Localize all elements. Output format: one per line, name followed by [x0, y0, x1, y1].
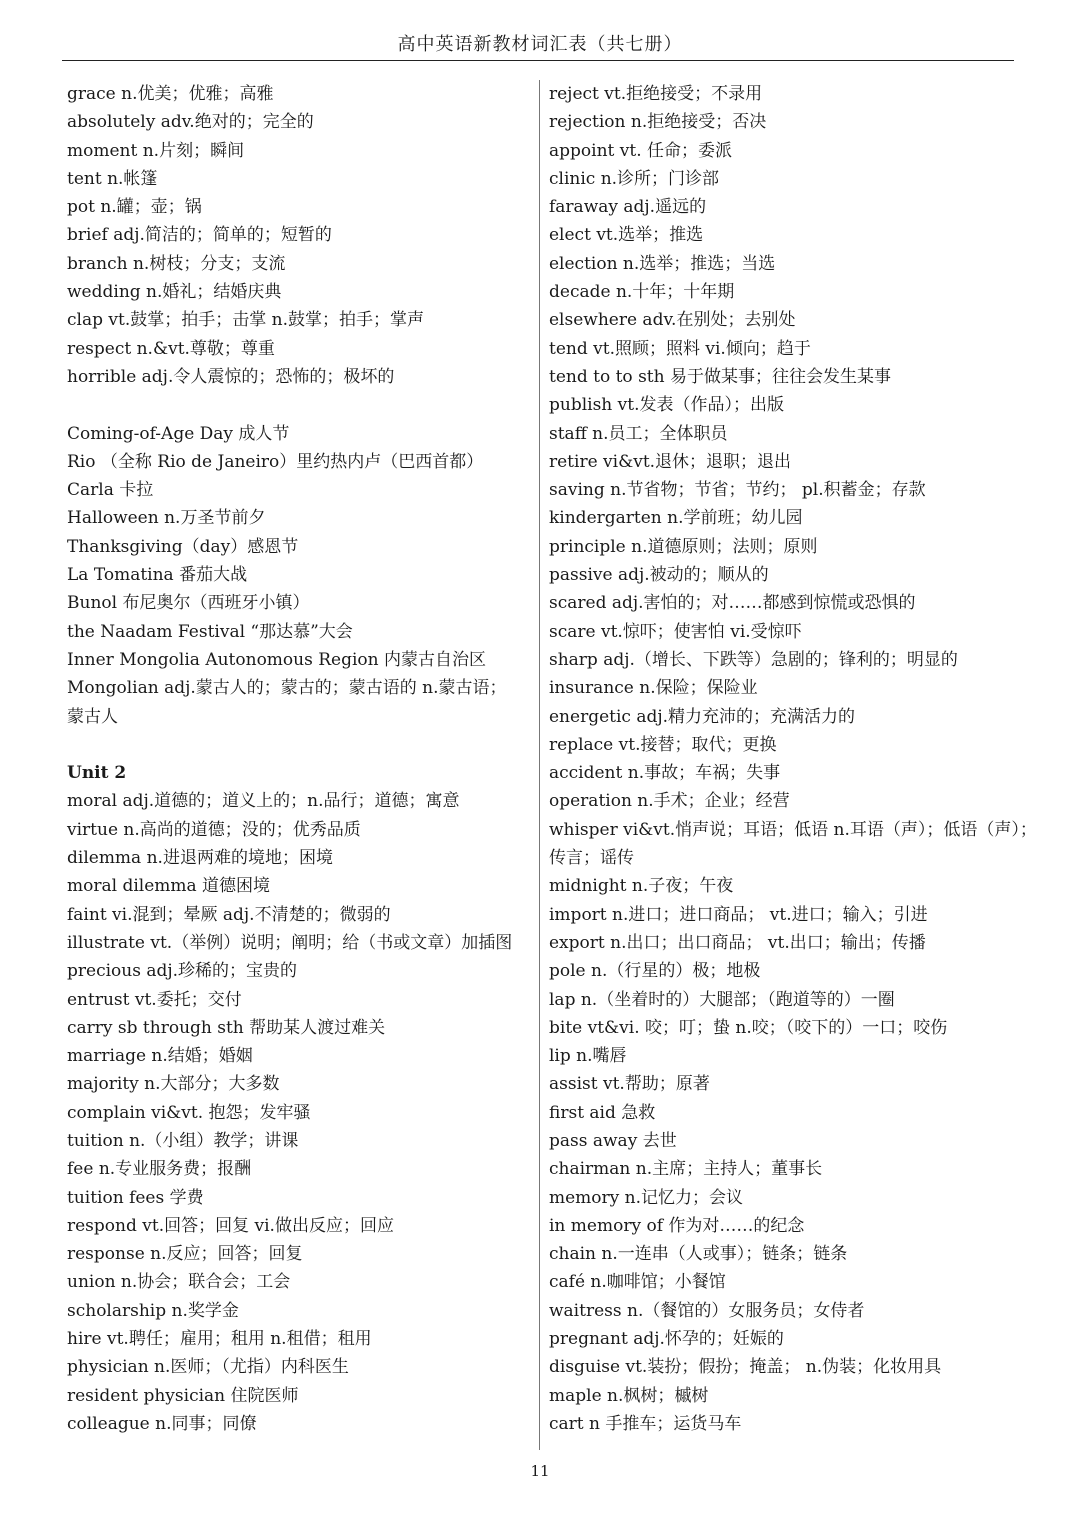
vocab-entry: 蒙古人	[67, 706, 118, 727]
vocab-entry: illustrate vt.（举例）说明；阐明；给（书或文章）加插图	[67, 932, 513, 953]
vocab-entry: Thanksgiving（day）感恩节	[67, 536, 299, 557]
page-header-title: 高中英语新教材词汇表（共七册）	[397, 34, 683, 55]
vocab-entry: cart n 手推车；运货马车	[549, 1413, 742, 1434]
vocab-entry: saving n.节省物；节省；节约； pl.积蓄金；存款	[549, 480, 926, 501]
vocab-entry: wedding n.婚礼；结婚庆典	[67, 282, 282, 303]
vocab-entry: reject vt.拒绝接受；不录用	[549, 84, 763, 104]
right-column	[549, 80, 1037, 1438]
vocab-entry: Inner Mongolia Autonomous Region 内蒙古自治区	[67, 649, 486, 670]
vocab-entry: hire vt.聘任；雇用；租用 n.租借；租用	[67, 1329, 372, 1350]
vocab-entry: physician n.医师；（尤指）内科医生	[67, 1357, 349, 1378]
vocab-entry: in memory of 作为对……的纪念	[549, 1215, 805, 1236]
vocab-entry: bite vt&vi. 咬；叮；蛰 n.咬；（咬下的）一口；咬伤	[549, 1017, 948, 1038]
vocab-entry: rejection n.拒绝接受；否决	[549, 112, 767, 133]
vocab-entry: kindergarten n.学前班；幼儿园	[549, 508, 803, 529]
vocab-entry: response n.反应；回答；回复	[67, 1244, 303, 1265]
blank-line	[67, 391, 535, 419]
vocab-entry: resident physician 住院医师	[67, 1385, 299, 1406]
vocab-entry: pot n.罐；壶；锅	[67, 197, 202, 218]
vocab-entry: clinic n.诊所；门诊部	[549, 168, 720, 189]
header-rule	[62, 60, 1014, 61]
vocab-entry: appoint vt. 任命；委派	[549, 140, 732, 161]
vocab-entry: colleague n.同事；同僚	[67, 1413, 257, 1434]
vocab-entry: scared adj.害怕的；对……都感到惊慌或恐惧的	[549, 593, 916, 614]
vocab-entry: election n.选举；推选；当选	[549, 253, 776, 274]
vocab-entry: tend vt.照顾；照料 vi.倾向；趋于	[549, 338, 811, 359]
vocab-entry: scholarship n.奖学金	[67, 1300, 239, 1321]
vocab-entry: respond vt.回答；回复 vi.做出反应；回应	[67, 1215, 394, 1236]
vocab-entry: disguise vt.装扮；假扮；掩盖； n.伪装；化妆用具	[549, 1357, 942, 1378]
vocab-entry: Halloween n.万圣节前夕	[67, 508, 266, 529]
vocab-entry: Rio （全称 Rio de Janeiro）里约热内卢（巴西首都）	[67, 451, 484, 472]
vocab-entry: Carla 卡拉	[67, 480, 154, 501]
vocab-entry: clap vt.鼓掌；拍手；击掌 n.鼓掌；拍手；掌声	[67, 310, 424, 331]
vocab-entry: operation n.手术；企业；经营	[549, 791, 790, 812]
vocab-entry: whisper vi&vt.悄声说；耳语；低语 n.耳语（声）；低语（声）；	[549, 819, 1037, 840]
vocab-entry: maple n.枫树；槭树	[549, 1385, 709, 1406]
vocab-entry: chain n.一连串（人或事）；链条；链条	[549, 1244, 848, 1265]
vocab-entry: elsewhere adv.在别处；去别处	[549, 310, 796, 331]
left-column	[67, 80, 535, 1438]
vocab-entry: publish vt.发表（作品）；出版	[549, 395, 785, 416]
unit-heading: Unit 2	[67, 763, 127, 784]
vocab-entry: majority n.大部分；大多数	[67, 1074, 280, 1095]
vocab-entry: Bunol 布尼奥尔（西班牙小镇）	[67, 593, 310, 614]
vocab-entry: grace n.优美；优雅；高雅	[67, 84, 274, 104]
vocab-entry: accident n.事故；车祸；失事	[549, 763, 781, 784]
vocab-entry: pregnant adj.怀孕的；妊娠的	[549, 1329, 784, 1350]
vocab-entry: branch n.树枝；分支；支流	[67, 253, 286, 274]
vocab-entry: La Tomatina 番茄大战	[67, 565, 248, 586]
column-divider	[539, 80, 540, 1450]
vocab-entry: lap n.（坐着时的）大腿部；（跑道等的）一圈	[549, 989, 895, 1010]
vocab-entry: energetic adj.精力充沛的；充满活力的	[549, 706, 856, 727]
vocab-entry: brief adj.简洁的；简单的；短暂的	[67, 225, 332, 246]
vocab-entry: 传言；谣传	[549, 848, 634, 869]
vocab-entry: passive adj.被动的；顺从的	[549, 565, 769, 586]
vocab-entry: tent n.帐篷	[67, 168, 158, 189]
vocab-entry: import n.进口；进口商品； vt.进口；输入；引进	[549, 904, 928, 925]
vocab-entry: faraway adj.遥远的	[549, 197, 707, 218]
vocab-entry: pass away 去世	[549, 1130, 677, 1151]
vocab-entry: principle n.道德原则；法则；原则	[549, 536, 818, 557]
vocab-entry: carry sb through sth 帮助某人渡过难关	[67, 1017, 386, 1038]
vocab-entry: the Naadam Festival “那达慕”大会	[67, 621, 353, 642]
vocab-entry: complain vi&vt. 抱怨；发牢骚	[67, 1102, 311, 1123]
vocab-entry: tuition n.（小组）教学；讲课	[67, 1130, 299, 1151]
vocab-entry: respect n.&vt.尊敬；尊重	[67, 338, 275, 359]
vocab-entry: memory n.记忆力；会议	[549, 1187, 744, 1208]
vocab-entry: Coming-of-Age Day 成人节	[67, 423, 290, 444]
vocab-entry: faint vi.混到；晕厥 adj.不清楚的；微弱的	[67, 904, 391, 925]
vocab-entry: waitress n.（餐馆的）女服务员；女侍者	[549, 1300, 865, 1321]
vocab-entry: café n.咖啡馆；小餐馆	[549, 1272, 726, 1293]
vocab-entry: replace vt.接替；取代；更换	[549, 734, 777, 755]
vocab-entry: dilemma n.进退两难的境地；困境	[67, 848, 333, 869]
vocab-entry: union n.协会；联合会；工会	[67, 1272, 291, 1293]
vocab-entry: horrible adj.令人震惊的；恐怖的；极坏的	[67, 366, 395, 387]
page-number: 11	[530, 1462, 550, 1480]
vocab-entry: tuition fees 学费	[67, 1187, 204, 1208]
vocab-entry: assist vt.帮助；原著	[549, 1074, 710, 1095]
vocab-entry: moment n.片刻；瞬间	[67, 140, 245, 161]
vocab-entry: midnight n.子夜；午夜	[549, 876, 734, 897]
vocab-entry: entrust vt.委托；交付	[67, 989, 242, 1010]
vocab-entry: precious adj.珍稀的；宝贵的	[67, 961, 298, 982]
vocab-entry: export n.出口；出口商品； vt.出口；输出；传播	[549, 932, 926, 953]
vocab-entry: first aid 急救	[549, 1102, 656, 1123]
blank-line	[67, 731, 535, 759]
vocab-entry: sharp adj.（增长、下跌等）急剧的；锋利的；明显的	[549, 649, 958, 670]
vocab-entry: decade n.十年；十年期	[549, 282, 735, 303]
vocab-entry: virtue n.高尚的道德；没的；优秀品质	[67, 819, 361, 840]
vocab-entry: absolutely adv.绝对的；完全的	[67, 112, 314, 133]
vocab-entry: moral adj.道德的；道义上的；n.品行；道德；寓意	[67, 791, 460, 812]
vocab-entry: Mongolian adj.蒙古人的；蒙古的；蒙古语的 n.蒙古语；	[67, 678, 507, 699]
vocab-entry: fee n.专业服务费；报酬	[67, 1159, 252, 1180]
vocab-entry: chairman n.主席；主持人；董事长	[549, 1159, 823, 1180]
vocab-entry: tend to to sth 易于做某事；往往会发生某事	[549, 366, 891, 387]
vocab-entry: scare vt.惊吓；使害怕 vi.受惊吓	[549, 621, 802, 642]
vocab-entry: moral dilemma 道德困境	[67, 876, 271, 897]
vocab-entry: staff n.员工；全体职员	[549, 423, 728, 444]
vocab-entry: retire vi&vt.退休；退职；退出	[549, 451, 792, 472]
vocab-entry: marriage n.结婚；婚姻	[67, 1046, 253, 1067]
vocab-entry: elect vt.选举；推选	[549, 225, 704, 246]
vocab-entry: lip n.嘴唇	[549, 1046, 627, 1067]
vocab-entry: pole n.（行星的）极；地极	[549, 961, 761, 982]
vocab-entry: insurance n.保险；保险业	[549, 678, 758, 699]
